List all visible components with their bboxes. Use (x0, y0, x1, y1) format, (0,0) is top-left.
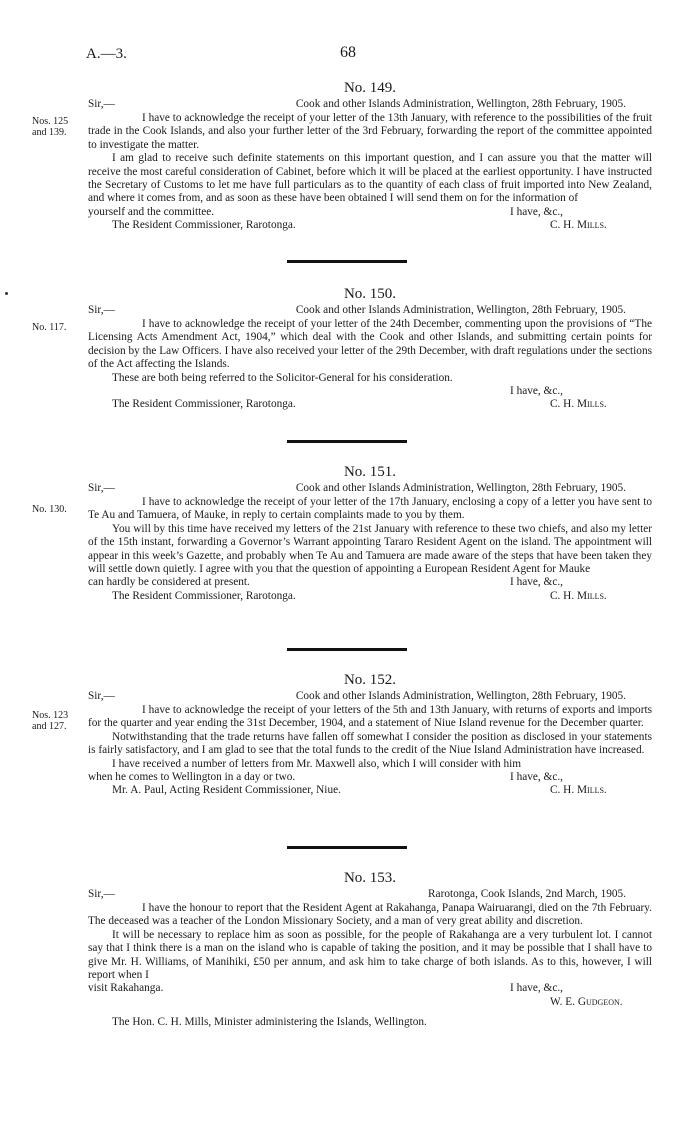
addressee: Mr. A. Paul, Acting Resident Commissioner, Niue. (112, 784, 341, 797)
paragraph: I have to acknowledge the receipt of your letter of the 17th January, enclosing a copy of a letter you have sent to Te Au and Tamuera, of Mauke, in reply to certain complaints made to you by them. (88, 496, 652, 522)
paragraph: I have to acknowledge the receipt of your letters of the 5th and 13th January, with returns of exports and imports for the quarter and year ending the 31st December, 1904, and a statement of Niue Island revenue for the December quarter. (88, 704, 652, 730)
closing-line: can hardly be considered at present. (88, 576, 250, 589)
closing: I have, &c., (510, 385, 564, 398)
addressee: The Hon. C. H. Mills, Minister administering the Islands, Wellington. (112, 1015, 427, 1028)
signer: W. E. Gudgeon. (550, 995, 623, 1008)
letter-150 (88, 284, 652, 412)
margin-note-151: No. 130. (32, 504, 67, 515)
dateline: Cook and other Islands Administration, Wellington, 28th February, 1905. (295, 690, 626, 702)
letter-number: No. 149. (343, 80, 397, 96)
signer: C. H. Mills. (550, 219, 607, 232)
dateline: Cook and other Islands Administration, Wellington, 28th February, 1905. (295, 482, 626, 494)
paragraph: I am glad to receive such definite statements on this important question, and I can assure you that the matter will receive the most careful consideration of Cabinet, before which it will be placed at the earliest opportunity. I have instructed the Secretary of Customs to let me have full particulars as to the quantity of each class of fruit imported into New Zealand, and where it comes from, and as soon as these have been obtained I will send them on for the information of (88, 152, 652, 205)
section-rule (287, 648, 407, 651)
paragraph: It will be necessary to replace him as soon as possible, for the people of Rakahanga are a very turbulent lot. I cannot say that I think there is a man on the island who is capable of taking the position, and it may be possible that I shall have to give Mr. H. Williams, of Manihiki, £50 per annum, and ask him to take charge of both islands. As to this, however, I will report when I (88, 928, 652, 982)
running-header-series: A.—3. (86, 46, 127, 62)
paragraph: I have to acknowledge the receipt of your letter of the 24th December, commenting upon the provisions of “The Licensing Acts Amendment Act, 1904,” which deal with the Cook and other Islands, and submitting certain points for decision by the Law Officers. I have also received your letter of the 29th December, with draft regulations under the sections of the Act affecting the Islands. (88, 318, 652, 371)
page-number: 68 (340, 44, 356, 61)
signer: C. H. Mills. (550, 398, 607, 411)
letter-152 (88, 670, 652, 798)
section-rule (287, 440, 407, 443)
salutation: Sir,— (88, 690, 115, 702)
salutation: Sir,— (88, 482, 115, 494)
letter-number: No. 152. (343, 672, 397, 688)
salutation: Sir,— (88, 888, 115, 900)
letter-149 (88, 78, 652, 233)
paragraph: I have the honour to report that the Resident Agent at Rakahanga, Panapa Wairuarangi, died on the 7th February. The deceased was a teacher of the London Missionary Society, and a man of very great ability and discretion. (88, 902, 652, 928)
letter-151 (88, 462, 652, 604)
paragraph: I have to acknowledge the receipt of your letter of the 13th January, with reference to the possibilities of the fruit trade in the Cook Islands, and also your further letter of the 3rd February, forwarding the report of the committee appointed to investigate the matter. (88, 112, 652, 151)
margin-note-149: Nos. 125 and 139. (32, 116, 69, 138)
paragraph: I have received a number of letters from Mr. Maxwell also, which I will consider with him (112, 757, 522, 770)
salutation: Sir,— (88, 304, 115, 316)
addressee: The Resident Commissioner, Rarotonga. (112, 219, 296, 232)
closing: I have, &c., (510, 982, 564, 995)
closing-line: yourself and the committee. (88, 205, 215, 218)
dateline: Rarotonga, Cook Islands, 2nd March, 1905. (428, 888, 626, 900)
margin-note-150: No. 117. (32, 322, 67, 333)
closing-line: when he comes to Wellington in a day or two. (88, 771, 296, 784)
addressee: The Resident Commissioner, Rarotonga. (112, 589, 296, 602)
letter-153 (88, 868, 652, 1030)
paragraph: These are both being referred to the Solicitor-General for his consideration. (112, 371, 453, 384)
signer: C. H. Mills. (550, 589, 607, 602)
closing-line: visit Rakahanga. (88, 982, 164, 995)
margin-dot (5, 292, 8, 295)
letter-number: No. 150. (343, 286, 397, 302)
section-rule (287, 846, 407, 849)
paragraph: Notwithstanding that the trade returns have fallen off somewhat I consider the position as disclosed in your statements is fairly satisfactory, and I am glad to see that the total funds to the credit of the Niue Island Administration have increased. (88, 730, 652, 757)
closing: I have, &c., (510, 576, 564, 589)
section-rule (287, 260, 407, 263)
addressee: The Resident Commissioner, Rarotonga. (112, 398, 296, 411)
dateline: Cook and other Islands Administration, Wellington, 28th February, 1905. (295, 98, 626, 110)
paragraph: You will by this time have received my letters of the 21st January with reference to these two chiefs, and also my letter of the 15th instant, forwarding a Governor’s Warrant appointing Tararo Resident Agent on the island. The appointment will appear in this week’s Gazette, and probably when Te Au and Tamuera are made aware of the steps that have been taken they will settle down quietly. I agree with you that the question of appointing a European Resident Agent for Mauke (88, 522, 652, 576)
margin-note-152: Nos. 123 and 127. (32, 710, 69, 732)
salutation: Sir,— (88, 98, 115, 110)
closing: I have, &c., (510, 205, 564, 218)
closing: I have, &c., (510, 771, 564, 784)
signer: C. H. Mills. (550, 784, 607, 797)
letter-number: No. 151. (343, 464, 397, 480)
dateline: Cook and other Islands Administration, Wellington, 28th February, 1905. (295, 304, 626, 316)
letter-number: No. 153. (343, 870, 397, 886)
